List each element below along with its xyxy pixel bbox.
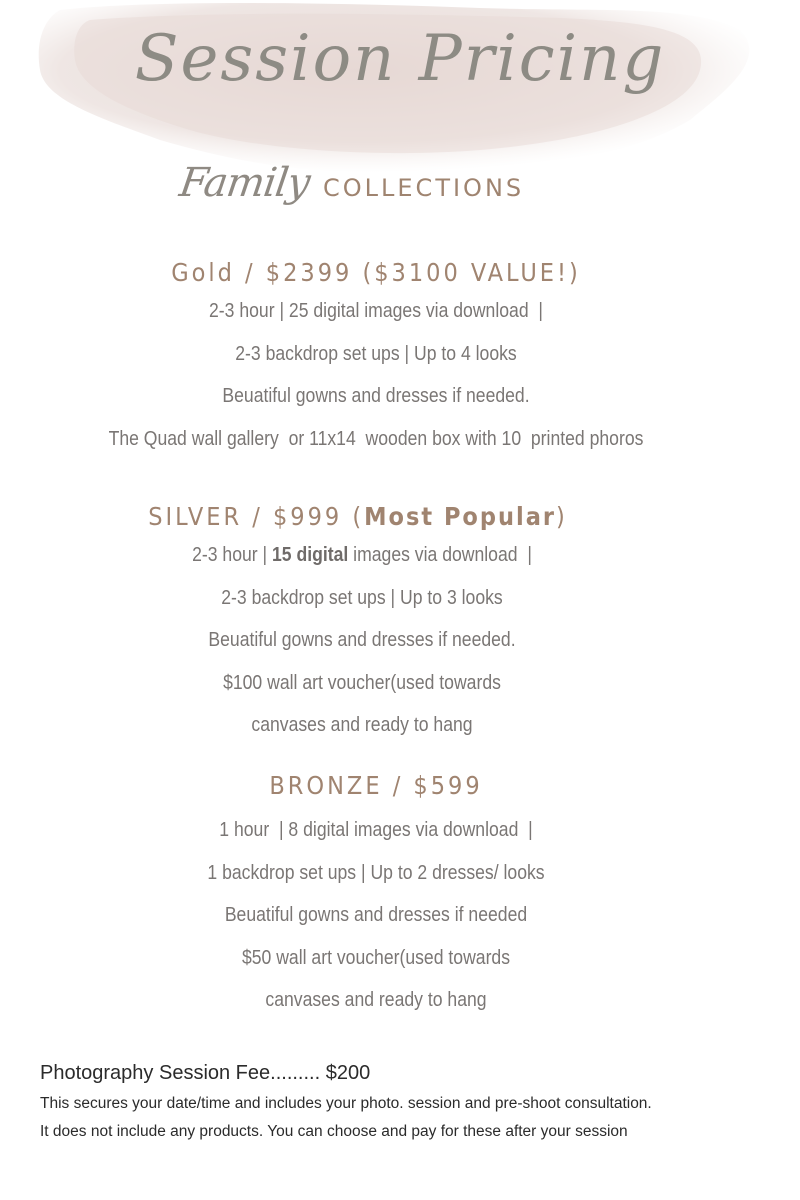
tier-gold-line-1: 2-3 hour | 25 digital images via download | [209,300,543,322]
tier-bronze-line-1: 1 hour | 8 digital images via download | [219,819,533,841]
tier-gold-heading: Gold / $2399 ($3100 VALUE!) [171,258,581,287]
tier-gold-line-3: Beuatiful gowns and dresses if needed. [222,385,530,407]
tier-bronze-line-2: 1 backdrop set ups | Up to 2 dresses/ looks [207,861,545,884]
tier-silver [0,502,800,747]
tier-silver-line-1-post: images via download | [348,544,532,566]
tier-gold [0,258,800,460]
tier-silver-line-3: Beuatiful gowns and dresses if needed. [208,629,516,651]
tier-silver-line-2: 2-3 backdrop set ups | Up to 3 looks [221,586,503,609]
session-fee-block [40,1060,780,1146]
tier-silver-line-1-bold: 15 digital [271,544,349,566]
section-heading [176,160,525,230]
tier-silver-line-1-pre: 2-3 hour | [192,544,272,566]
family-script-label: Family [176,160,313,206]
session-fee-note-2: It does not include any products. You can choose and pay for these after your session [40,1123,628,1140]
most-popular-label: Most Popular [364,502,556,531]
tier-silver-heading [0,502,758,532]
tier-bronze-line-5: canvases and ready to hang [265,989,487,1011]
tier-silver-heading-suffix: ) [555,502,568,531]
tier-bronze [0,771,800,1022]
tier-silver-line-5: canvases and ready to hang [251,714,473,736]
tier-silver-line-4: $100 wall art voucher(used towards [223,671,501,694]
tier-silver-line-1 [10,534,714,577]
tier-bronze-heading: BRONZE / $599 [269,771,483,800]
tier-bronze-line-3: Beuatiful gowns and dresses if needed [224,904,528,926]
tier-silver-heading-prefix: SILVER / $999 ( [148,502,365,531]
collections-label: COLLECTIONS [323,174,525,202]
page-title [100,8,700,118]
page-title-text: Session Pricing [134,22,666,96]
tier-bronze-line-4: $50 wall art voucher(used towards [241,946,511,969]
session-fee-title: Photography Session Fee......... $200 [40,1062,371,1084]
tier-gold-line-4: The Quad wall gallery or 11x14 wooden box with 10 printed phoros [108,427,644,450]
session-fee-note-1: This secures your date/time and includes your photo. session and pre-shoot consultation. [40,1095,652,1112]
tier-gold-line-2: 2-3 backdrop set ups | Up to 4 looks [235,342,517,365]
